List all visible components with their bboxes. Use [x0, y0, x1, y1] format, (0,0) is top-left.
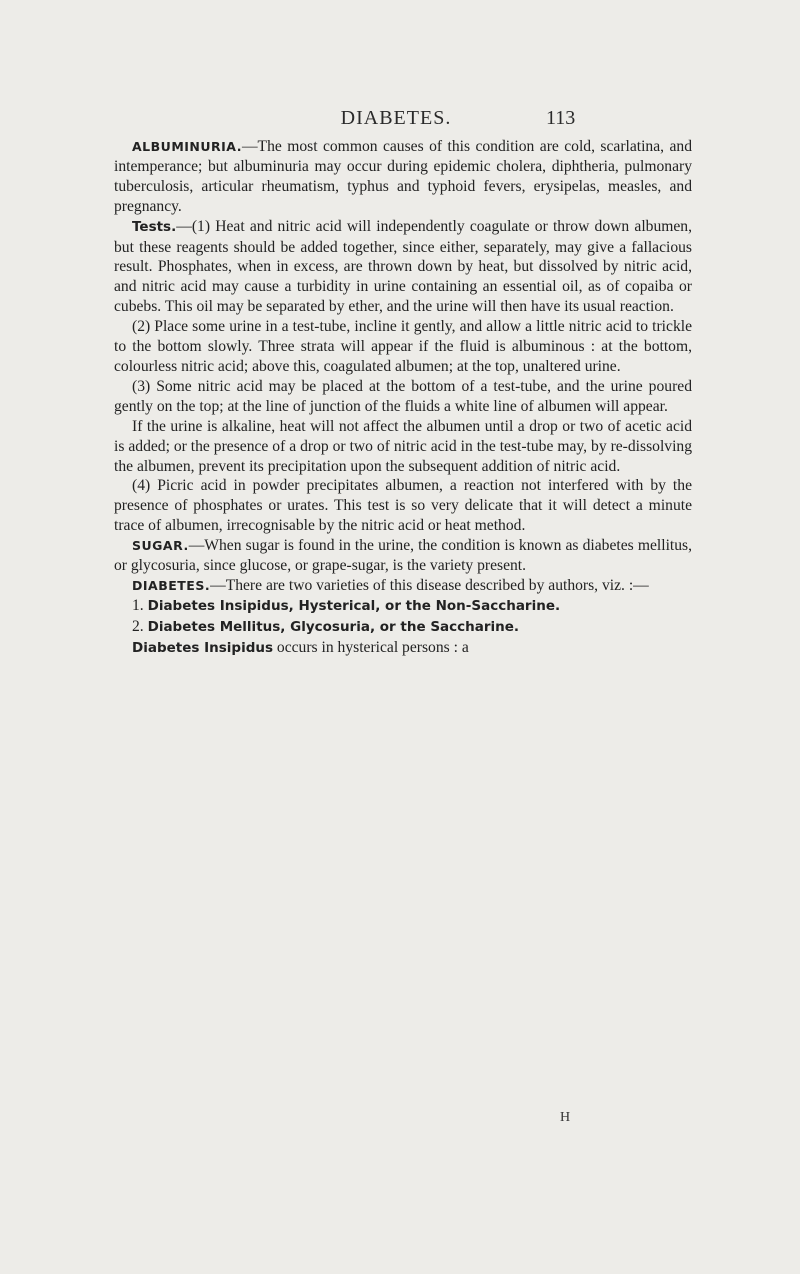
- insipidus-text: occurs in hysterical persons : a: [273, 638, 469, 656]
- diabetes-heading: DIABETES.: [132, 577, 211, 593]
- test4-paragraph: (4) Picric acid in powder precipitates albumen, a reaction not interfered with by the presence of phosphates or urates. This test is so very delicate that it will detect a minute trace of albumen, irrecognisable by the nitric acid or heat method.: [114, 477, 692, 535]
- albuminuria-paragraph: [114, 137, 692, 217]
- test1-text: —(1) Heat and nitric acid will independently coagulate or throw down albumen, but these reagents should be added together, since either, separately, may give a fallacious result. Phosphates, when in excess, are thrown down by heat, but dissolved by nitric acid, and nitric acid may cause a turbidity in urine containing an essential oil, as of copaiba or cubebs. This oil may be separated by ether, and the urine will then have its usual reaction.: [114, 217, 692, 316]
- list-item-text: Diabetes Mellitus, Glycosuria, or the Saccharine.: [147, 618, 520, 635]
- insipidus-heading: Diabetes Insipidus: [132, 639, 274, 656]
- body-text: [114, 137, 692, 659]
- list-item: [114, 617, 692, 638]
- insipidus-paragraph: [114, 638, 692, 659]
- list-item-number: 1.: [132, 596, 144, 614]
- tests-heading: Tests.: [132, 218, 177, 235]
- page-number: 113: [546, 107, 576, 129]
- sugar-paragraph: [114, 536, 692, 576]
- sugar-heading: SUGAR.: [132, 538, 189, 554]
- alkaline-paragraph: If the urine is alkaline, heat will not affect the albumen until a drop or two of acetic acid is added; or the presence of a drop or two of nitric acid in the test-tube may, by re-dissolving the albumen, prevent its precipitation upon the subsequent addition of nitric acid.: [114, 417, 692, 475]
- test1-paragraph: [114, 217, 692, 318]
- diabetes-paragraph: [114, 576, 692, 596]
- page-header: [0, 103, 800, 133]
- sugar-text: —When sugar is found in the urine, the condition is known as diabetes mellitus, or glycosuria, since glucose, or grape-sugar, is the variety present.: [114, 537, 692, 575]
- signature-mark: H: [560, 1110, 571, 1125]
- running-title: DIABETES.: [340, 107, 452, 129]
- list-item: [114, 596, 692, 617]
- albuminuria-text: —The most common causes of this condition are cold, scarlatina, and intemperance; but albuminuria may occur during epidemic cholera, diphtheria, pulmonary tuberculosis, articular rheumatism, typhus and typhoid fevers, erysipelas, measles, and pregnancy.: [114, 138, 692, 215]
- list-item-text: Diabetes Insipidus, Hysterical, or the Non-Saccharine.: [147, 597, 561, 614]
- test2-paragraph: (2) Place some urine in a test-tube, incline it gently, and allow a little nitric acid to trickle to the bottom slowly. Three strata will appear if the fluid is albuminous : at the bottom, colourless nitric acid; above this, coagulated albumen; at the top, unaltered urine.: [114, 318, 692, 375]
- albuminuria-heading: ALBUMINURIA.: [132, 139, 242, 154]
- diabetes-text: —There are two varieties of this disease described by authors, viz. :—: [210, 576, 649, 594]
- list-item-number: 2.: [132, 617, 144, 635]
- test3-paragraph: (3) Some nitric acid may be placed at the bottom of a test-tube, and the urine poured gently on the top; at the line of junction of the fluids a white line of albumen will appear.: [114, 377, 692, 415]
